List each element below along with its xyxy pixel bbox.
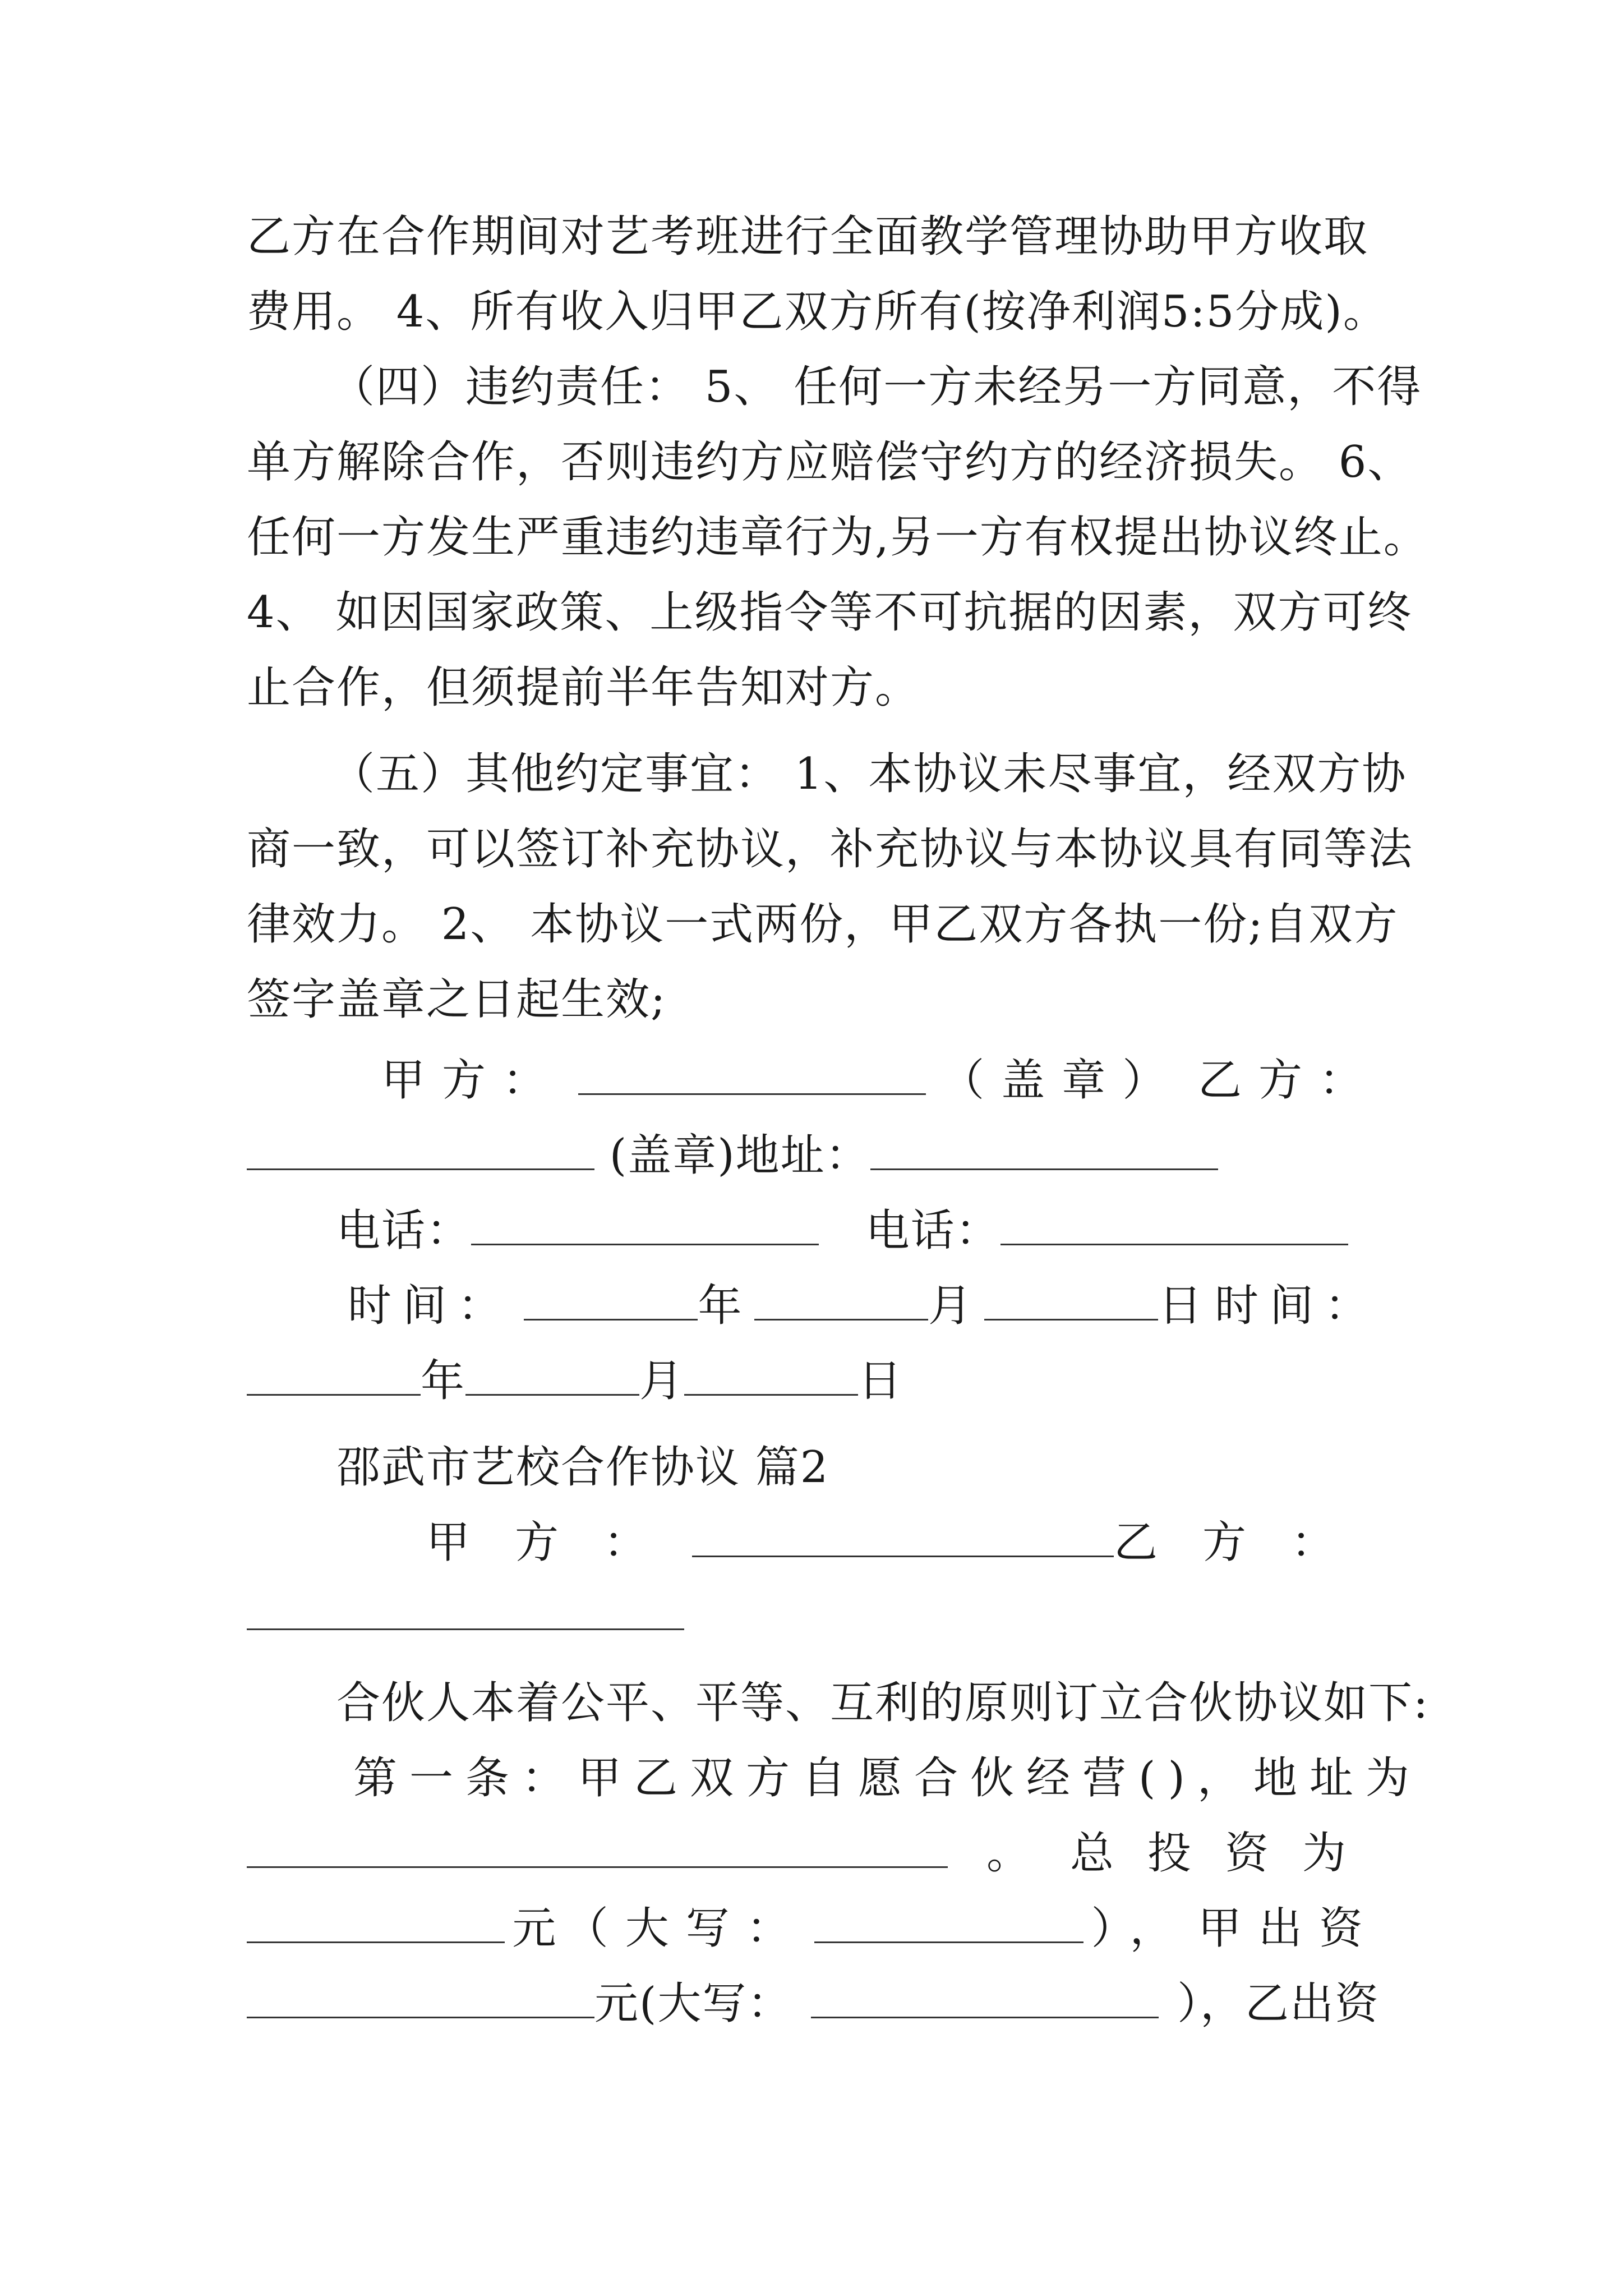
day-label-b: 日 bbox=[858, 1356, 903, 1406]
month-blank-b bbox=[465, 1356, 639, 1396]
signature-line-phone bbox=[336, 1203, 1380, 1259]
paragraph-line: （五）其他约定事宜： 1、本协议未尽事宜，经双方协 bbox=[331, 749, 1407, 799]
address-label: 地址： bbox=[735, 1130, 870, 1181]
year-label-b: 年 bbox=[421, 1356, 466, 1406]
paragraph-line: 止合作，但须提前半年告知对方。 bbox=[247, 662, 920, 713]
jia-chuzi-label: 甲出资 bbox=[1197, 1903, 1380, 1954]
paragraph-line: 费用。 4、所有收入归甲乙双方所有(按净利润5:5分成)。 bbox=[247, 287, 1388, 337]
jia-daxie-blank bbox=[811, 1978, 1159, 2018]
paragraph-line: 签字盖章之日起生效; bbox=[247, 974, 667, 1025]
party-a-blank bbox=[578, 1055, 926, 1095]
address-blank bbox=[870, 1130, 1218, 1170]
s2-intro: 合伙人本着公平、平等、互利的原则订立合伙协议如下: bbox=[336, 1678, 1430, 1728]
paragraph-line: 商一致，可以签订补充协议，补充协议与本协议具有同等法 bbox=[247, 824, 1414, 875]
month-label: 月 bbox=[928, 1281, 973, 1331]
paragraph-line: 任何一方发生严重违约违章行为,另一方有权提出协议终止。 bbox=[247, 512, 1428, 563]
s2-party-b-label: 乙方： bbox=[1113, 1517, 1380, 1568]
daxie-blank bbox=[814, 1903, 1083, 1943]
day-blank bbox=[984, 1281, 1158, 1320]
party-b-blank bbox=[247, 1130, 594, 1170]
paragraph-line: （四）违约责任： 5、 任何一方未经另一方同意，不得 bbox=[331, 362, 1422, 412]
phone-a-blank bbox=[471, 1205, 819, 1245]
s2-jia-line bbox=[247, 1976, 1380, 2032]
article1-addr: )，地址为 bbox=[1168, 1753, 1422, 1803]
seal-label-2: (盖章) bbox=[609, 1130, 736, 1181]
party-a-label: 甲方： bbox=[381, 1055, 564, 1106]
year-label: 年 bbox=[698, 1281, 743, 1331]
year-blank bbox=[524, 1281, 698, 1320]
s2-amount-line bbox=[247, 1901, 1380, 1957]
paragraph-line: 4、 如因国家政策、上级指令等不可抗据的因素，双方可终 bbox=[247, 587, 1413, 638]
total-label: 总投资为 bbox=[1069, 1828, 1380, 1879]
s2-party-b-line bbox=[247, 1588, 1380, 1644]
seal-label: （盖章） bbox=[940, 1055, 1183, 1106]
yuan-label: 元 bbox=[512, 1903, 557, 1954]
paragraph-line: 乙方在合作期间对艺考班进行全面教学管理协助甲方收取 bbox=[247, 211, 1369, 262]
s2-party-b-blank bbox=[247, 1590, 684, 1630]
s2-article1-line bbox=[353, 1750, 1422, 1806]
signature-line-address bbox=[247, 1128, 1380, 1184]
daxie-close: ）， bbox=[1091, 1903, 1191, 1954]
time-label-a: 时间： bbox=[348, 1281, 513, 1331]
section-title: 邵武市艺校合作协议 篇2 bbox=[336, 1442, 829, 1493]
paragraph-line: 单方解除合作，否则违约方应赔偿守约方的经济损失。 6、 bbox=[247, 437, 1413, 487]
jia-amount-blank bbox=[247, 1978, 594, 2018]
party-b-label: 乙方： bbox=[1197, 1055, 1380, 1106]
s2-party-a-blank bbox=[692, 1517, 1114, 1557]
month-label-b: 月 bbox=[639, 1356, 685, 1406]
day-blank-b bbox=[684, 1356, 858, 1396]
year-blank-b bbox=[247, 1356, 421, 1396]
period: 。 bbox=[986, 1828, 1031, 1879]
phone-label-b: 电话： bbox=[865, 1205, 1000, 1256]
paragraph-line: 律效力。 2、 本协议一式两份，甲乙双方各执一份;自双方 bbox=[247, 899, 1399, 950]
s2-party-a-label: 甲方： bbox=[426, 1517, 693, 1568]
address-blank-2 bbox=[247, 1828, 948, 1868]
signature-line-date-b bbox=[247, 1353, 1380, 1409]
signature-line-time bbox=[348, 1278, 1380, 1334]
yuan-daxie-label: 元(大写： bbox=[594, 1978, 792, 2029]
article1-text: 第一条：甲乙双方自愿合伙经营( bbox=[353, 1753, 1168, 1803]
signature-line-parties bbox=[381, 1052, 1380, 1108]
time-label-b: 时间： bbox=[1214, 1281, 1380, 1331]
phone-b-blank bbox=[1000, 1205, 1348, 1245]
month-blank bbox=[754, 1281, 928, 1320]
daxie-label: （大写： bbox=[564, 1903, 807, 1954]
day-label: 日 bbox=[1158, 1281, 1204, 1331]
s2-total-line bbox=[247, 1825, 1380, 1881]
yi-chuzi-label: ），乙出资 bbox=[1177, 1978, 1380, 2029]
section2-parties bbox=[426, 1515, 1380, 1571]
phone-label-a: 电话： bbox=[336, 1205, 472, 1256]
total-blank bbox=[247, 1903, 505, 1943]
